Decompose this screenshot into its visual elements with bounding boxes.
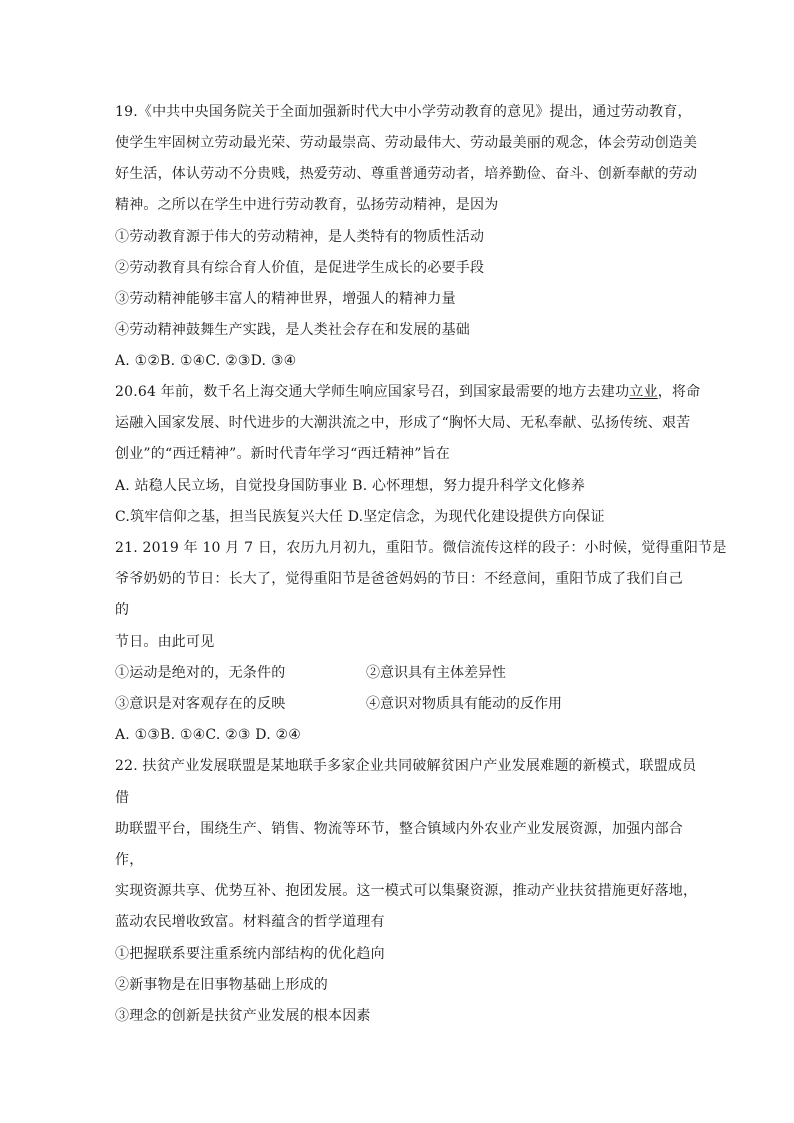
q19-option-3: ③劳动精神能够丰富人的精神世界，增强人的精神力量 [115, 291, 456, 307]
q20-stem-line-3: 创业”的“西迁精神”。新时代青年学习“西迁精神”旨在 [115, 446, 450, 462]
q22-stem-line-2: 借 [115, 790, 130, 806]
q21-stem-line-2: 爷爷奶奶的节日：长大了，觉得重阳节是爸爸妈妈的节日：不经意间，重阳节成了我们自己 [115, 571, 683, 587]
q21-option-1: ①运动是绝对的，无条件的 [115, 665, 286, 681]
q22-stem-line-1: 22. 扶贫产业发展联盟是某地联手多家企业共同破解贫困户产业发展难题的新模式，联盟成员 [115, 758, 697, 774]
q22-option-2: ②新事物是在旧事物基础上形成的 [115, 977, 328, 993]
q21-stem-line-3: 的 [115, 602, 130, 618]
q22-stem-line-4: 作， [115, 852, 144, 868]
q19-option-2: ②劳动教育具有综合育人价值，是促进学生成长的必要手段 [115, 260, 485, 276]
q20-options-ab: A. 站稳人民立场，自觉投身国防事业 B. 心怀理想，努力提升科学文化修养 [115, 478, 586, 494]
q19-option-1: ①劳动教育源于伟大的劳动精神，是人类特有的物质性活动 [115, 229, 485, 245]
q22-option-3: ③理念的创新是扶贫产业发展的根本因素 [115, 1008, 371, 1024]
q22-stem-line-3: 助联盟平台，围绕生产、销售、物流等环节，整合镇域内外农业产业发展资源，加强内部合 [115, 821, 683, 837]
q20-stem-line-1-part-a: 20.64 年前，数千名上海交通大学师生响应国家号召，到国家最需要的地方去建功 [115, 384, 630, 400]
q19-option-4: ④劳动精神鼓舞生产实践，是人类社会存在和发展的基础 [115, 322, 470, 338]
q20-stem-line-1-part-c: ，将命 [657, 384, 701, 400]
q22-option-1: ①把握联系要注重系统内部结构的优化趋向 [115, 946, 385, 962]
q22-stem-line-6: 蓝动农民增收致富。材料蕴含的哲学道理有 [115, 914, 385, 930]
q19-stem-line-2: 使学生牢固树立劳动最光荣、劳动最崇高、劳动最伟大、劳动最美丽的观念，体会劳动创造美 [115, 135, 698, 151]
q19-stem-line-3: 好生活，体认劳动不分贵贱，热爱劳动、尊重普通劳动者，培养勤俭、奋斗、创新奉献的劳动 [115, 166, 698, 182]
q21-stem-line-4: 节日。由此可见 [115, 634, 215, 650]
q21-stem-line-1: 21. 2019 年 10 月 7 日，农历九月初九，重阳节。微信流传这样的段子：小时候，觉得重阳节是 [115, 540, 727, 556]
q20-options-cd: C.筑牢信仰之基，担当民族复兴大任 D.坚定信念，为现代化建设提供方向保证 [115, 509, 605, 525]
q20-underlined-word: 立业 [629, 384, 658, 400]
q21-answer-choices: A. ①③B. ①④C. ②③ D. ②④ [115, 727, 301, 743]
q19-stem-line-4: 精神。之所以在学生中进行劳动教育，弘扬劳动精神，是因为 [115, 197, 499, 213]
q22-stem-line-5: 实现资源共享、优势互补、抱团发展。这一模式可以集聚资源，推动产业扶贫措施更好落地， [115, 883, 698, 899]
q19-answer-choices: A. ①②B. ①④C. ②③D. ③④ [115, 353, 297, 369]
q21-option-4: ④意识对物质具有能动的反作用 [366, 696, 562, 712]
q20-stem-line-2: 运融入国家发展、时代进步的大潮洪流之中，形成了“胸怀大局、无私奉献、弘扬传统、艰苦 [115, 415, 691, 431]
q21-option-3: ③意识是对客观存在的反映 [115, 696, 286, 712]
q19-stem-line-1: 19.《中共中央国务院关于全面加强新时代大中小学劳动教育的意见》提出，通过劳动教育， [115, 104, 692, 120]
q20-stem-line-1 [115, 383, 701, 401]
q21-option-2: ②意识具有主体差异性 [366, 665, 506, 681]
